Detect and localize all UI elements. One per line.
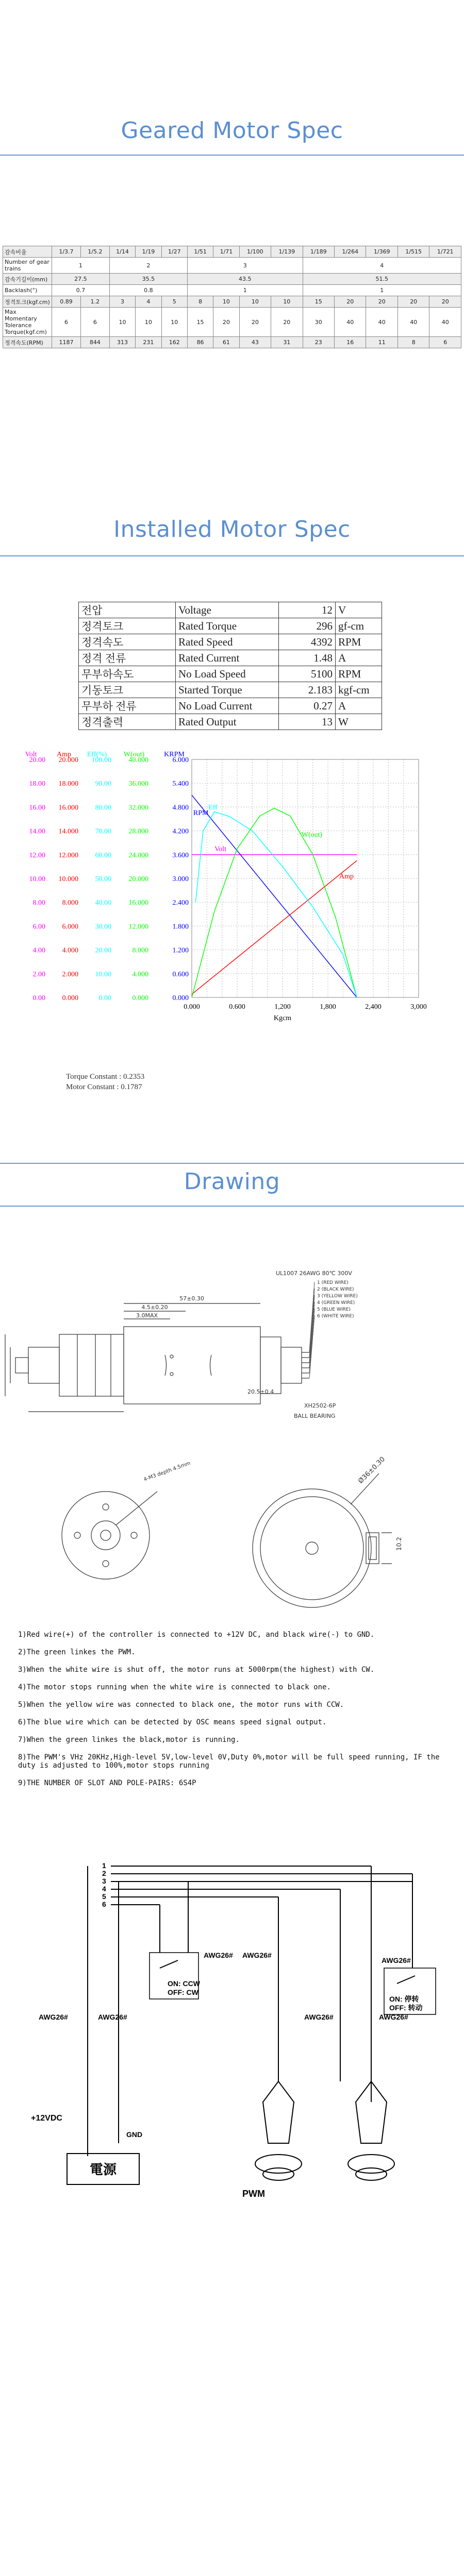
tick-label: 20.000	[128, 875, 148, 883]
dim-max: 3.0MAX	[136, 1312, 158, 1319]
table-cell: Rated Speed	[176, 634, 279, 650]
table-cell: 35.5	[109, 274, 187, 285]
table-cell: 61	[213, 337, 239, 348]
wire-num-4: 4	[102, 1885, 106, 1893]
table-cell: 86	[187, 337, 213, 348]
axis-head: Eff(%)	[87, 751, 107, 758]
divider	[0, 155, 464, 156]
tick-label: 12.000	[128, 923, 148, 931]
table-cell: 8	[187, 296, 213, 308]
wire-label-5: 5 (BLUE WIRE)	[317, 1307, 351, 1312]
output-shaft	[15, 1358, 28, 1373]
table-cell: 13	[279, 714, 336, 730]
table-cell: 1/100	[239, 246, 271, 258]
tick-label: 1.800	[172, 923, 189, 931]
table-cell: 27.5	[52, 274, 110, 285]
table-cell: 20	[271, 308, 303, 337]
switch2-off-label: OFF: 转动	[389, 2004, 423, 2012]
tick-label: 2.00	[32, 970, 45, 978]
table-cell: 3	[109, 296, 135, 308]
pwm-label: PWM	[242, 2189, 265, 2199]
table-cell: 20	[397, 296, 429, 308]
table-cell: 43.5	[187, 274, 303, 285]
motor-constant: Motor Constant : 0.1787	[66, 1083, 142, 1091]
tick-label: 30.00	[95, 923, 111, 931]
awg-label: AWG26#	[304, 2013, 334, 2021]
note-item: 3)When the white wire is shut off, the motor runs at 5000rpm(the highest) with CW.	[18, 1666, 375, 1674]
gearbox-body	[59, 1334, 124, 1396]
table-cell: 1.48	[279, 650, 336, 666]
table-row	[3, 285, 461, 296]
tick-label: 0.000	[172, 994, 189, 1002]
wiring-diagram	[0, 1814, 464, 2205]
note-item: 4)The motor stops running when the white wire is connected to black one.	[18, 1683, 331, 1691]
table-cell: Started Torque	[176, 682, 279, 698]
tick-label: 40.000	[128, 756, 148, 764]
table-cell: 10	[213, 296, 239, 308]
tick-label: 20.00	[95, 946, 111, 955]
tick-label: 24.000	[128, 851, 148, 859]
table-cell: 6	[80, 308, 109, 337]
table-row	[79, 714, 382, 730]
table-row	[3, 296, 461, 308]
table-row	[79, 666, 382, 682]
table-cell: A	[336, 698, 382, 714]
table-cell: 10	[239, 296, 271, 308]
table-cell: 1	[303, 285, 461, 296]
table-cell: RPM	[336, 634, 382, 650]
table-cell: 5100	[279, 666, 336, 682]
dim-length: 57±0.30	[179, 1295, 204, 1302]
tick-label: 6.000	[62, 923, 78, 931]
tick-label: 6.000	[172, 756, 189, 764]
curve-label: Volt	[214, 845, 227, 853]
table-cell: No Load Speed	[176, 666, 279, 682]
series-line-1	[192, 795, 357, 997]
row-label: 정격토크(kgf.cm)	[3, 296, 52, 308]
table-cell: 10	[271, 296, 303, 308]
table-cell: 10	[136, 308, 161, 337]
table-cell: RPM	[336, 666, 382, 682]
table-cell: 296	[279, 618, 336, 634]
wire-label-6: 6 (WHITE WIRE)	[317, 1314, 354, 1319]
tick-label: 60.00	[95, 851, 111, 859]
table-row	[3, 308, 461, 337]
tick-label: 18.000	[58, 780, 78, 788]
wire-num-5: 5	[102, 1892, 106, 1901]
tick-label: 12.000	[58, 851, 78, 859]
table-cell: 3	[187, 258, 303, 274]
series-line-4	[195, 812, 357, 997]
tick-label: 10.000	[58, 875, 78, 883]
table-cell: 20	[335, 296, 366, 308]
table-cell: 231	[136, 337, 161, 348]
dim-side: 20.5±0.4	[247, 1388, 274, 1395]
awg-label: AWG26#	[379, 2013, 408, 2021]
table-row	[3, 274, 461, 285]
table-cell: 1/14	[109, 246, 135, 258]
table-row	[3, 258, 461, 274]
motor-body	[124, 1327, 260, 1404]
table-cell: 20	[213, 308, 239, 337]
tick-label: 8.000	[62, 899, 78, 907]
table-cell: 4	[136, 296, 161, 308]
row-label: Backlash(°)	[3, 285, 52, 296]
table-cell: 0.8	[109, 285, 187, 296]
tick-label: 16.000	[128, 899, 148, 907]
table-cell: 1.2	[80, 296, 109, 308]
curve-label: Amp	[339, 873, 354, 880]
x-tick-label: 1,200	[274, 1003, 291, 1011]
ball-bearing-label: BALL BEARING	[294, 1413, 336, 1419]
wire-legend	[317, 1280, 358, 1319]
x-tick-label: 2,400	[365, 1003, 382, 1011]
table-cell: 40	[366, 308, 397, 337]
awg-label: AWG26#	[98, 2013, 127, 2021]
installed-motor-spec-title: Installed Motor Spec	[113, 516, 351, 543]
table-cell: 15	[303, 296, 334, 308]
table-cell: W	[336, 714, 382, 730]
tick-label: 2.000	[62, 970, 78, 978]
table-cell: 15	[187, 308, 213, 337]
note-item: 1)Red wire(+) of the controller is connected to +12V DC, and black wire(-) to GND.	[18, 1631, 375, 1639]
table-cell: 0.89	[52, 296, 81, 308]
table-cell: 기동토크	[79, 682, 176, 698]
note-item: 7)When the green linkes the black,motor is running.	[18, 1736, 240, 1744]
tick-label: 40.00	[95, 899, 111, 907]
switch1-off-label: OFF: CW	[168, 1988, 198, 1996]
table-cell: 1/139	[271, 246, 303, 258]
table-cell: 1187	[52, 337, 81, 348]
tick-label: 70.00	[95, 827, 111, 836]
wire-num-6: 6	[102, 1900, 106, 1908]
wire-label-2: 2 (BLACK WIRE)	[317, 1287, 354, 1292]
x-tick-label: 0.600	[229, 1003, 245, 1011]
gearbox-front-view	[62, 1492, 157, 1579]
wire-label-3: 3 (YELLOW WIRE)	[317, 1294, 358, 1299]
installed-motor-spec-table	[78, 602, 382, 730]
tick-label: 4.800	[172, 804, 189, 812]
tick-label: 100.00	[91, 756, 111, 764]
tick-label: 1.200	[172, 946, 189, 955]
supply-label: +12VDC	[31, 2114, 62, 2123]
note-item: 9)THE NUMBER OF SLOT AND POLE-PAIRS: 6S4P	[18, 1779, 196, 1787]
awg-label: AWG26#	[39, 2013, 68, 2021]
tick-label: 20.000	[58, 756, 78, 764]
axis-head: W(out)	[123, 751, 145, 758]
wiring-notes	[18, 1631, 446, 1797]
table-row	[3, 337, 461, 348]
table-cell: 31	[271, 337, 303, 348]
table-row	[79, 650, 382, 666]
table-cell: 1	[52, 258, 110, 274]
table-cell: 2	[109, 258, 187, 274]
table-cell: Rated Current	[176, 650, 279, 666]
tick-label: 80.00	[95, 804, 111, 812]
note-item: 5)When the yellow wire was connected to black one, the motor runs with CCW.	[18, 1701, 344, 1709]
awg-label: AWG26#	[242, 1951, 272, 1959]
part-number: XH2502-6P	[304, 1402, 336, 1409]
series-line-2	[192, 860, 357, 994]
x-tick-label: 3,000	[410, 1003, 427, 1011]
axis-head: KRPM	[164, 751, 185, 758]
row-label: Number of gear trains	[3, 258, 52, 274]
tick-label: 28.000	[128, 827, 148, 836]
torque-constant: Torque Constant : 0.2353	[66, 1073, 145, 1081]
table-cell: 40	[397, 308, 429, 337]
row-label: 감속기길이(mm)	[3, 274, 52, 285]
tick-label: 5.400	[172, 780, 189, 788]
table-cell: 20	[366, 296, 397, 308]
table-cell: 정격 전류	[79, 650, 176, 666]
table-cell: 11	[366, 337, 397, 348]
side-view	[5, 1303, 309, 1412]
tick-label: 0.00	[98, 994, 111, 1002]
table-cell: 6	[429, 337, 461, 348]
output-shaft-housing	[28, 1347, 59, 1383]
note-item: 2)The green linkes the PWM.	[18, 1648, 136, 1656]
table-cell: 1/189	[303, 246, 334, 258]
row-label: 감속비율	[3, 246, 52, 258]
wire-num-2: 2	[102, 1869, 106, 1877]
table-cell: 162	[161, 337, 187, 348]
row-label: Max Momentary Tolerance Torque(kgf.cm)	[3, 308, 52, 337]
geared-motor-spec-table	[3, 246, 461, 348]
x-tick-label: 1,800	[320, 1003, 336, 1011]
table-cell: 20	[429, 296, 461, 308]
table-cell: kgf-cm	[336, 682, 382, 698]
tick-label: 6.00	[32, 923, 45, 931]
curve-label: W(out)	[301, 831, 323, 839]
table-cell: 4392	[279, 634, 336, 650]
tick-label: 12.00	[29, 851, 45, 859]
table-cell: 무부하 전류	[79, 698, 176, 714]
curve-label: RPM	[193, 809, 209, 817]
tick-label: 3.600	[172, 851, 189, 859]
tick-label: 8.00	[32, 899, 45, 907]
table-row	[79, 602, 382, 618]
tick-label: 16.00	[29, 804, 45, 812]
tick-label: 36.000	[128, 780, 148, 788]
tick-label: 50.00	[95, 875, 111, 883]
table-row	[79, 618, 382, 634]
table-cell: 10	[161, 308, 187, 337]
table-cell: 16	[335, 337, 366, 348]
table-cell: 5	[161, 296, 187, 308]
note-item: 8)The PWM's VHz 20KHz,High-level 5V,low-level 0V,Duty 0%,motor will be full speed running, IF the duty is adjusted to 100%,motor stops running	[18, 1753, 440, 1770]
wire-spec: UL1007 26AWG 80℃ 300V	[276, 1270, 352, 1277]
dim-pcd: 4-M3 depth 4.5mm	[143, 1460, 192, 1483]
tick-label: 0.000	[132, 994, 148, 1002]
connector-housing	[281, 1347, 302, 1383]
table-cell: 43	[239, 337, 271, 348]
tick-label: 4.000	[132, 970, 148, 978]
table-cell: 20	[239, 308, 271, 337]
table-row	[79, 698, 382, 714]
divider	[0, 555, 464, 556]
note-item: 6)The blue wire which can be detected by OSC means speed signal output.	[18, 1718, 327, 1726]
tick-label: 8.000	[132, 946, 148, 955]
table-row	[3, 246, 461, 258]
table-cell: 6	[52, 308, 81, 337]
wire-num-3: 3	[102, 1877, 106, 1885]
table-cell: 10	[109, 308, 135, 337]
tick-label: 2.400	[172, 899, 189, 907]
awg-label: AWG26#	[204, 1951, 233, 1959]
tick-label: 3.000	[172, 875, 189, 883]
table-cell: 1/369	[366, 246, 397, 258]
table-cell: 무부하속도	[79, 666, 176, 682]
table-cell: 전압	[79, 602, 176, 618]
tick-label: 14.000	[58, 827, 78, 836]
tick-label: 4.00	[32, 946, 45, 955]
table-cell: 4	[303, 258, 461, 274]
table-cell: A	[336, 650, 382, 666]
table-cell: 1/51	[187, 246, 213, 258]
table-cell: Voltage	[176, 602, 279, 618]
tick-label: 10.00	[29, 875, 45, 883]
motor-end-cap	[260, 1337, 281, 1394]
table-cell: No Load Current	[176, 698, 279, 714]
table-cell: 1/71	[213, 246, 239, 258]
tick-label: 20.00	[29, 756, 45, 764]
table-cell: 8	[397, 337, 429, 348]
table-cell: 844	[80, 337, 109, 348]
tick-label: 0.00	[32, 994, 45, 1002]
table-cell: 1/3.7	[52, 246, 81, 258]
drawing-title: Drawing	[184, 1168, 280, 1195]
table-cell: 51.5	[303, 274, 461, 285]
table-row	[79, 634, 382, 650]
dim-connector: 10.2	[395, 1537, 403, 1551]
wire-label-4: 4 (GREEN WIRE)	[317, 1300, 355, 1306]
table-cell: 1/5.2	[80, 246, 109, 258]
wire-label-1: 1 (RED WIRE)	[317, 1280, 349, 1285]
table-cell: 정격출력	[79, 714, 176, 730]
table-cell: 정격토크	[79, 618, 176, 634]
tick-label: 14.00	[29, 827, 45, 836]
tick-label: 90.00	[95, 780, 111, 788]
table-row	[79, 682, 382, 698]
tick-label: 0.000	[62, 994, 78, 1002]
axis-head: Amp	[57, 751, 71, 758]
power-label: 電源	[89, 2162, 117, 2177]
motor-rear-view	[253, 1473, 392, 1607]
tick-label: 4.000	[62, 946, 78, 955]
switch1-on-label: ON: CCW	[168, 1979, 200, 1988]
table-cell: 정격속도	[79, 634, 176, 650]
table-cell: 1/264	[335, 246, 366, 258]
geared-motor-spec-title: Geared Motor Spec	[121, 117, 343, 144]
table-cell: 40	[335, 308, 366, 337]
table-cell: 2.183	[279, 682, 336, 698]
tick-label: 32.000	[128, 804, 148, 812]
table-cell: 12	[279, 602, 336, 618]
tick-label: 0.600	[172, 970, 189, 978]
gnd-label: GND	[126, 2130, 143, 2139]
axis-head: Volt	[25, 751, 37, 758]
switch2-on-label: ON: 停转	[389, 1995, 419, 2003]
divider	[0, 1163, 464, 1164]
x-tick-label: 0.000	[184, 1003, 200, 1011]
table-cell: 40	[429, 308, 461, 337]
x-axis-label: Kgcm	[273, 1014, 292, 1022]
dim-front-diameter: Ø36±0.30	[357, 1455, 387, 1485]
table-cell: 1/515	[397, 246, 429, 258]
tick-label: 10.00	[95, 970, 111, 978]
curve-label: Eff	[208, 804, 218, 812]
divider	[0, 1206, 464, 1207]
table-cell: 0.7	[52, 285, 110, 296]
mechanical-drawing	[0, 1247, 464, 1618]
dim-shoulder: 4.5±0.20	[141, 1304, 168, 1311]
tick-label: 4.200	[172, 827, 189, 836]
performance-chart	[0, 747, 464, 1036]
wire-num-1: 1	[102, 1861, 106, 1870]
row-label: 정격속도(RPM)	[3, 337, 52, 348]
table-cell: Rated Torque	[176, 618, 279, 634]
table-cell: 23	[303, 337, 334, 348]
table-cell: 1	[187, 285, 303, 296]
table-cell: 313	[109, 337, 135, 348]
table-cell: 30	[303, 308, 334, 337]
table-cell: gf-cm	[336, 618, 382, 634]
table-cell: 0.27	[279, 698, 336, 714]
table-cell: Rated Output	[176, 714, 279, 730]
awg-label: AWG26#	[382, 1956, 411, 1964]
tick-label: 16.000	[58, 804, 78, 812]
tick-label: 18.00	[29, 780, 45, 788]
table-cell: V	[336, 602, 382, 618]
table-cell: 1/19	[136, 246, 161, 258]
series-line-3	[192, 808, 357, 997]
table-cell: 1/721	[429, 246, 461, 258]
table-cell: 1/27	[161, 246, 187, 258]
